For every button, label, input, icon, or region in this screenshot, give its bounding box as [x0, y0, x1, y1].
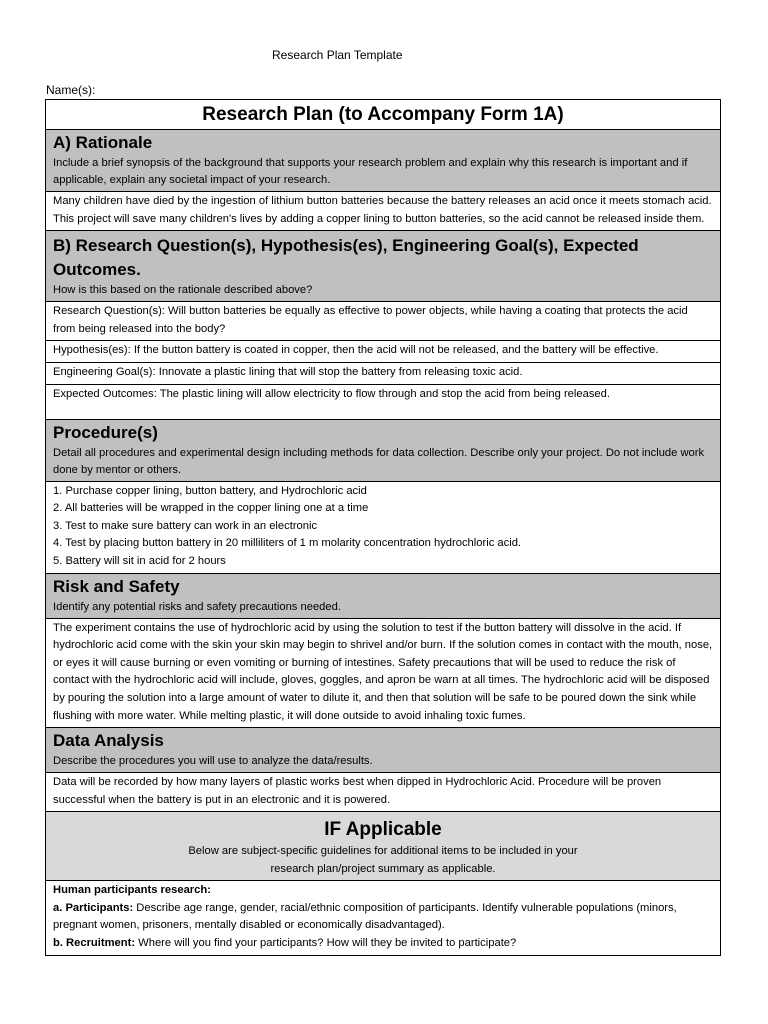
risk-answer[interactable]: The experiment contains the use of hydrochloric acid by using the solution to test if the button battery will dissolve in the acid. If hydrochloric acid come with the skin your skin may begin to shrivel and/or burn. If the solution comes in contact with the mouth, nose, or eyes it will cause burning or even vomiting or burning of intestines. Safety precautions that will be used to reduce the risk of contact with the hydrochloric acid will include, gloves, goggles, and apron be warn at all times. The hydrochloric acid will be disposed by pouring the solution into a large amount of water to dilute it, and then that solution will be safe to be poured down the sink while flushing with more water. While melting plastic, it will done outside to avoid inhaling toxic fumes. — [46, 619, 720, 729]
risk-heading: Risk and Safety — [53, 576, 180, 596]
procedure-header — [46, 420, 720, 482]
form-title: Research Plan (to Accompany Form 1A) — [46, 100, 720, 130]
questions-heading: B) Research Question(s), Hypothesis(es), Engineering Goal(s), Expected Outcomes. — [53, 236, 639, 280]
applicable-header — [46, 812, 720, 881]
analysis-description: Describe the procedures you will use to analyze the data/results. — [53, 755, 373, 768]
research-question-answer[interactable]: Research Question(s): Will button batteries be equally as effective to power objects, while having a coating that protects the acid from being released into the body? — [46, 302, 720, 341]
human-participants-section — [46, 881, 720, 954]
procedure-step: 2. All batteries will be wrapped in the copper lining one at a time — [53, 502, 369, 515]
procedure-heading: Procedure(s) — [53, 422, 158, 442]
recruitment-item — [53, 935, 713, 953]
engineering-goal-answer[interactable]: Engineering Goal(s): Innovate a plastic lining that will stop the battery from releasing toxic acid. — [46, 363, 720, 385]
procedure-step: 1. Purchase copper lining, button battery, and Hydrochloric acid — [53, 484, 367, 497]
names-label: Name(s): — [46, 83, 96, 97]
procedure-description: Detail all procedures and experimental design including methods for data collection. Describe only your project. Do not include work done by mentor or others. — [53, 446, 705, 476]
human-participants-heading: Human participants research: — [53, 884, 211, 897]
applicable-description-line: research plan/project summary as applicable. — [270, 862, 496, 875]
rationale-answer[interactable]: Many children have died by the ingestion of lithium button batteries because the battery releases an acid once it meets stomach acid. This project will save many children's lives by adding a copper lining to button batteries, so the acid cannot be released inside them. — [46, 192, 720, 231]
participants-label: a. Participants: — [53, 901, 134, 914]
hypothesis-answer[interactable]: Hypothesis(es): If the button battery is coated in copper, then the acid will not be released, and the battery will be effective. — [46, 341, 720, 363]
procedure-step: 5. Battery will sit in acid for 2 hours — [53, 554, 226, 567]
participants-text: Describe age range, gender, racial/ethnic composition of participants. Identify vulnerable populations (minors, pregnant women, prisoners, mentally disabled or economically disadvantaged). — [53, 901, 677, 932]
participants-item — [53, 900, 713, 935]
document-title: Research Plan Template — [272, 48, 403, 62]
recruitment-text: Where will you find your participants? How will they be invited to participate? — [135, 937, 517, 950]
risk-description: Identify any potential risks and safety precautions needed. — [53, 600, 341, 613]
recruitment-label: b. Recruitment: — [53, 937, 136, 950]
analysis-answer[interactable]: Data will be recorded by how many layers of plastic works best when dipped in Hydrochloric Acid. Procedure will be proven successful when the battery is put in an electronic and it is powered. — [46, 773, 720, 812]
questions-header — [46, 231, 720, 302]
rationale-header — [46, 130, 720, 192]
applicable-description-line: Below are subject-specific guidelines for additional items to be included in your — [188, 845, 578, 858]
procedure-step: 4. Test by placing button battery in 20 milliliters of 1 m molarity concentration hydrochloric acid. — [53, 537, 522, 550]
procedure-step: 3. Test to make sure battery can work in an electronic — [53, 519, 318, 532]
risk-header — [46, 574, 720, 619]
research-plan-form — [45, 99, 721, 956]
expected-outcomes-answer[interactable]: Expected Outcomes: The plastic lining will allow electricity to flow through and stop the acid from being released. — [46, 385, 720, 420]
analysis-header — [46, 728, 720, 773]
procedure-steps[interactable] — [46, 482, 720, 574]
rationale-heading: A) Rationale — [53, 133, 153, 152]
applicable-heading: IF Applicable — [324, 819, 442, 841]
analysis-heading: Data Analysis — [53, 731, 164, 751]
questions-description: How is this based on the rationale described above? — [53, 284, 313, 297]
rationale-description: Include a brief synopsis of the background that supports your research problem and explain why this research is important and if applicable, explain any societal impact of your research. — [53, 157, 688, 186]
